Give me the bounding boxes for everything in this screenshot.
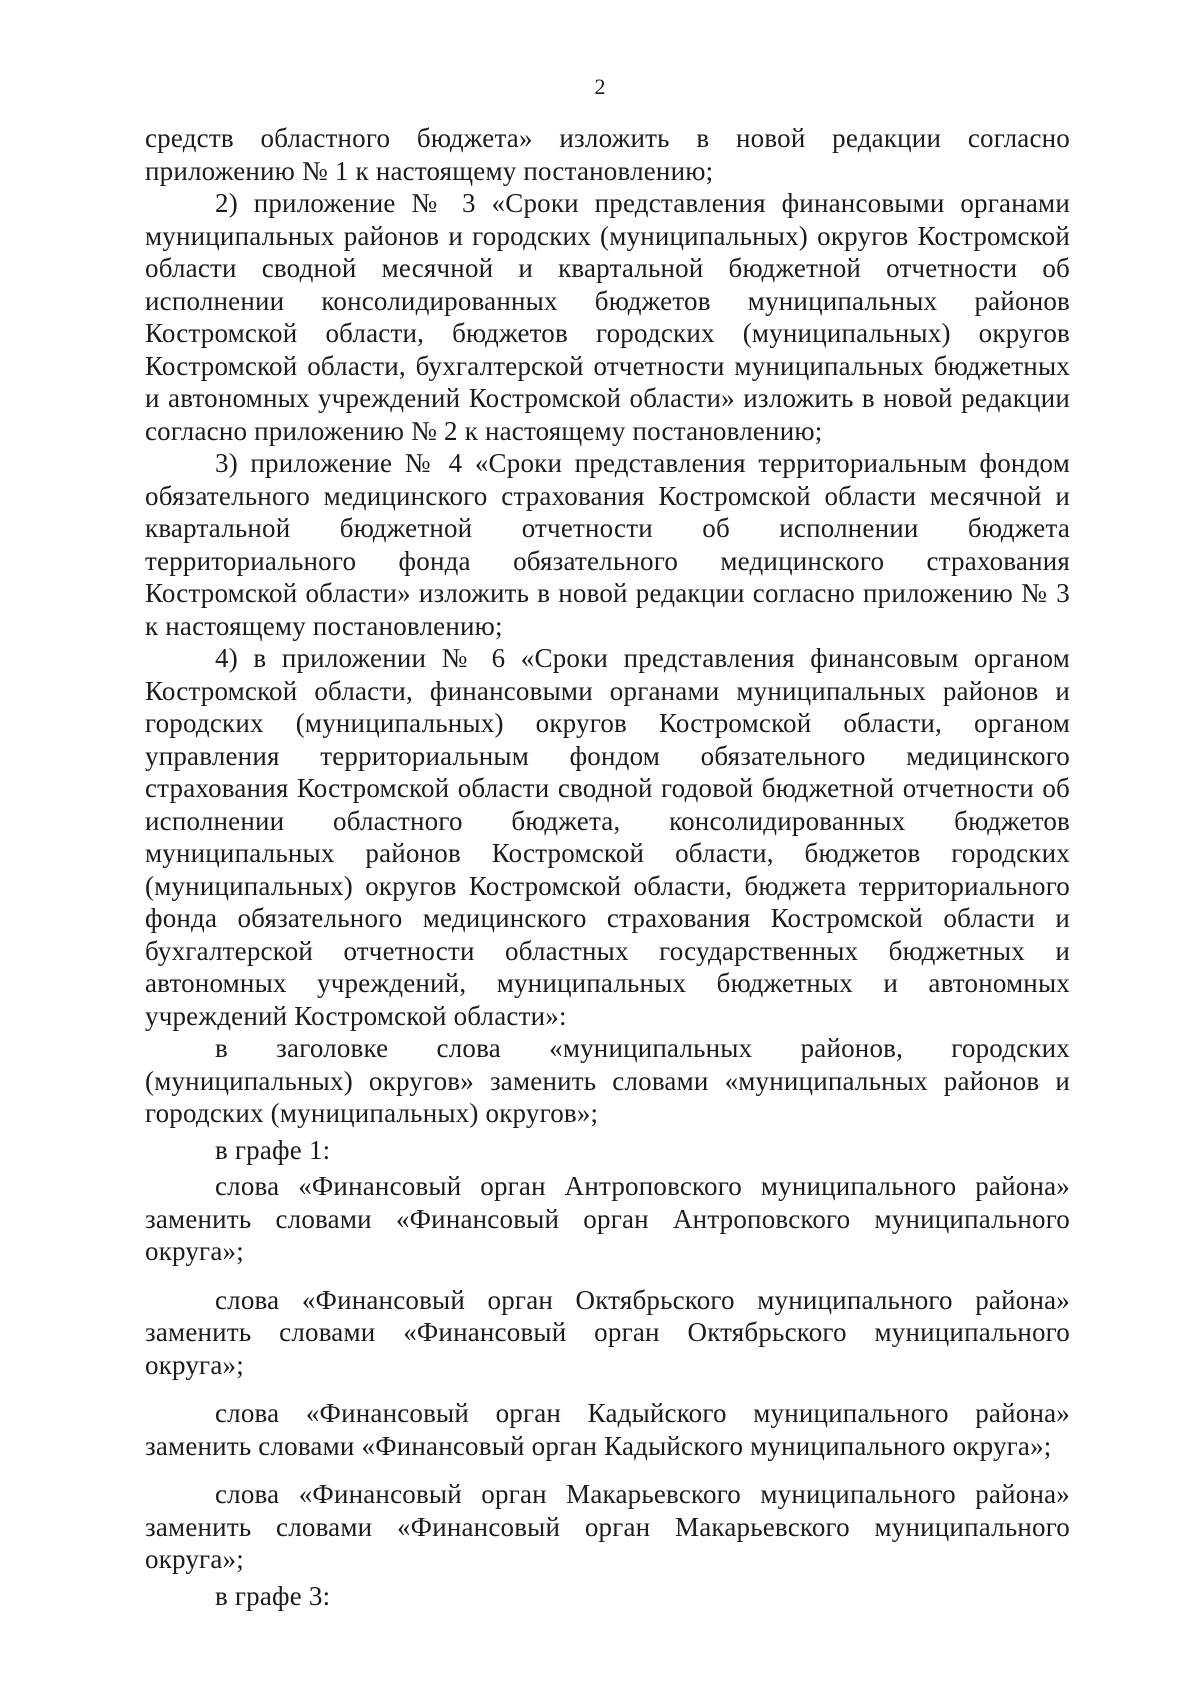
paragraph-item-2: 2) приложение № 3 «Сроки представления финансовыми органами муниципальных районов и городских (муниципальных) округов Костромской области сводной месячной и квартальной бюджетной отчетности об исполнении консолидированных бюджетов муниципальных районов Костромской области, бюджетов городских (муниципальных) округов Костромской области, бухгалтерской отчетности муниципальных бюджетных и автономных учреждений Костромской области» изложить в новой редакции согласно приложению № 2 к настоящему постановлению; xyxy=(145,188,1070,446)
paragraph-item-3: 3) приложение № 4 «Сроки представления территориальным фондом обязательного медицинского страхования Костромской области месячной и квартальной бюджетной отчетности об исполнении бюджета территориального фонда обязательного медицинского страхования Костромской области» изложить в новой редакции согласно приложению № 3 к настоящему постановлению; xyxy=(145,448,1070,641)
page-number: 2 xyxy=(594,74,606,99)
paragraph-kadyisky: слова «Финансовый орган Кадыйского муниципального района» заменить словами «Финансовый орган Кадыйского муниципального округа»; xyxy=(145,1398,1070,1461)
paragraph-heading-change: в заголовке слова «муниципальных районов, городских (муниципальных) округов» заменить словами «муниципальных районов и городских (муниципальных) округов»; xyxy=(145,1033,1070,1128)
paragraph-item-4: 4) в приложении № 6 «Сроки представления финансовым органом Костромской области, финансовыми органами муниципальных районов и городских (муниципальных) округов Костромской области, органом управления территориальным фондом обязательного медицинского страхования Костромской области сводной годовой бюджетной отчетности об исполнении областного бюджета, консолидированных бюджетов муниципальных районов Костромской области, бюджетов городских (муниципальных) округов Костромской области, бюджета территориального фонда обязательного медицинского страхования Костромской области и бухгалтерской отчетности областных государственных бюджетных и автономных учреждений, муниципальных бюджетных и автономных учреждений Костромской области»: xyxy=(145,643,1070,1031)
paragraph-oktyabrsky: слова «Финансовый орган Октябрьского муниципального района» заменить словами «Финансовый орган Октябрьского муниципального округа»; xyxy=(145,1284,1070,1380)
paragraph-column-3: в графе 3: xyxy=(215,1580,331,1611)
paragraph-antropovsky: слова «Финансовый орган Антроповского муниципального района» заменить словами «Финансовый орган Антроповского муниципального округа»; xyxy=(145,1171,1070,1266)
paragraph-1-continuation: средств областного бюджета» изложить в новой редакции согласно приложению № 1 к настоящему постановлению; xyxy=(145,123,1070,186)
document-body xyxy=(145,122,1070,1612)
paragraph-column-1: в графе 1: xyxy=(215,1134,331,1165)
paragraph-makaryevsky: слова «Финансовый орган Макарьевского муниципального района» заменить словами «Финансовый орган Макарьевского муниципального округа»; xyxy=(145,1479,1070,1574)
